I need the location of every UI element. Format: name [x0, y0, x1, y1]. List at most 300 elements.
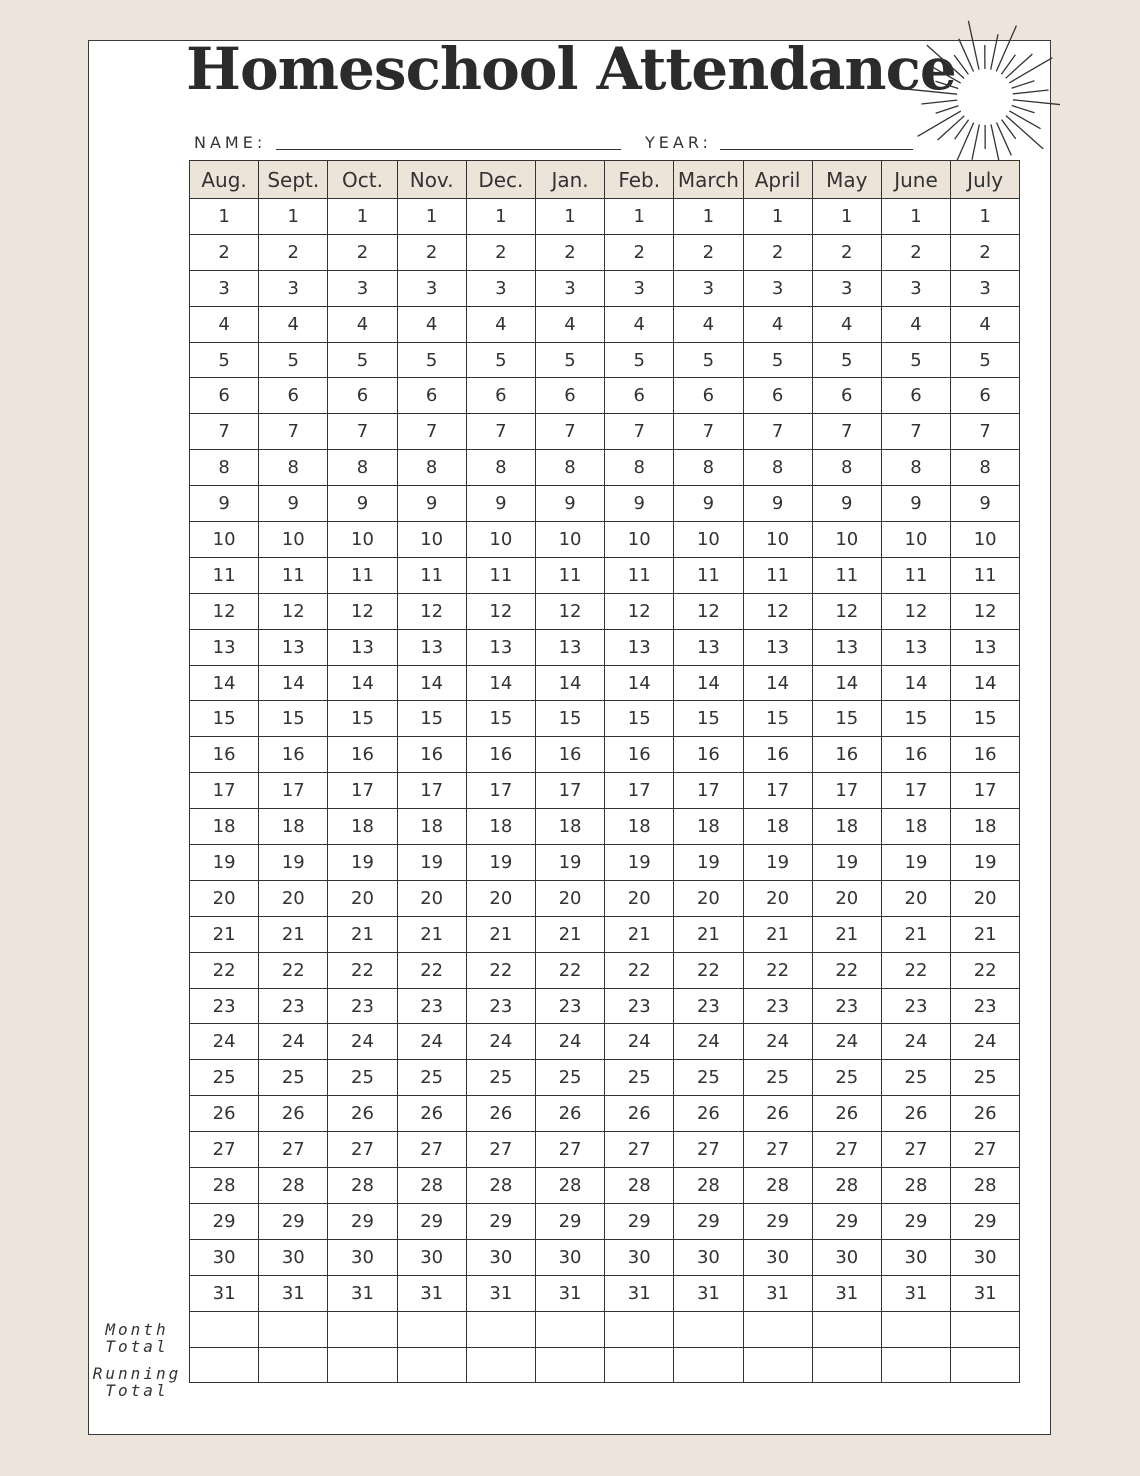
day-cell[interactable]: 14 [743, 665, 812, 701]
day-cell[interactable]: 9 [535, 486, 604, 522]
day-cell[interactable]: 23 [881, 988, 950, 1024]
day-cell[interactable]: 11 [397, 557, 466, 593]
day-cell[interactable]: 21 [881, 916, 950, 952]
day-cell[interactable]: 26 [951, 1096, 1020, 1132]
day-cell[interactable]: 16 [466, 737, 535, 773]
day-cell[interactable]: 29 [812, 1203, 881, 1239]
day-cell[interactable]: 20 [674, 880, 743, 916]
day-cell[interactable]: 14 [812, 665, 881, 701]
day-cell[interactable]: 21 [674, 916, 743, 952]
day-cell[interactable]: 22 [328, 952, 397, 988]
day-cell[interactable]: 23 [812, 988, 881, 1024]
day-cell[interactable]: 1 [743, 199, 812, 235]
day-cell[interactable]: 14 [605, 665, 674, 701]
day-cell[interactable]: 5 [812, 342, 881, 378]
day-cell[interactable]: 24 [743, 1024, 812, 1060]
day-cell[interactable]: 30 [951, 1239, 1020, 1275]
day-cell[interactable]: 17 [951, 773, 1020, 809]
day-cell[interactable]: 22 [674, 952, 743, 988]
day-cell[interactable]: 20 [259, 880, 328, 916]
day-cell[interactable]: 2 [674, 234, 743, 270]
running-total-cell[interactable] [674, 1347, 743, 1383]
day-cell[interactable]: 11 [951, 557, 1020, 593]
day-cell[interactable]: 1 [397, 199, 466, 235]
month-total-cell[interactable] [190, 1311, 259, 1347]
day-cell[interactable]: 6 [881, 378, 950, 414]
day-cell[interactable]: 31 [397, 1275, 466, 1311]
day-cell[interactable]: 19 [605, 845, 674, 881]
year-field[interactable] [720, 149, 913, 150]
day-cell[interactable]: 12 [951, 593, 1020, 629]
running-total-cell[interactable] [605, 1347, 674, 1383]
day-cell[interactable]: 17 [328, 773, 397, 809]
day-cell[interactable]: 12 [190, 593, 259, 629]
day-cell[interactable]: 3 [881, 270, 950, 306]
day-cell[interactable]: 28 [328, 1168, 397, 1204]
day-cell[interactable]: 8 [743, 450, 812, 486]
day-cell[interactable]: 12 [881, 593, 950, 629]
day-cell[interactable]: 30 [328, 1239, 397, 1275]
day-cell[interactable]: 27 [535, 1132, 604, 1168]
day-cell[interactable]: 11 [466, 557, 535, 593]
day-cell[interactable]: 9 [951, 486, 1020, 522]
day-cell[interactable]: 5 [397, 342, 466, 378]
day-cell[interactable]: 25 [881, 1060, 950, 1096]
day-cell[interactable]: 13 [466, 629, 535, 665]
day-cell[interactable]: 15 [535, 701, 604, 737]
month-total-cell[interactable] [743, 1311, 812, 1347]
day-cell[interactable]: 29 [259, 1203, 328, 1239]
day-cell[interactable]: 15 [881, 701, 950, 737]
day-cell[interactable]: 28 [881, 1168, 950, 1204]
day-cell[interactable]: 6 [605, 378, 674, 414]
day-cell[interactable]: 24 [328, 1024, 397, 1060]
day-cell[interactable]: 21 [535, 916, 604, 952]
day-cell[interactable]: 6 [743, 378, 812, 414]
day-cell[interactable]: 24 [605, 1024, 674, 1060]
day-cell[interactable]: 20 [466, 880, 535, 916]
day-cell[interactable]: 17 [881, 773, 950, 809]
day-cell[interactable]: 13 [328, 629, 397, 665]
day-cell[interactable]: 26 [743, 1096, 812, 1132]
day-cell[interactable]: 18 [812, 809, 881, 845]
running-total-cell[interactable] [812, 1347, 881, 1383]
day-cell[interactable]: 6 [951, 378, 1020, 414]
day-cell[interactable]: 19 [951, 845, 1020, 881]
day-cell[interactable]: 14 [190, 665, 259, 701]
day-cell[interactable]: 7 [881, 414, 950, 450]
day-cell[interactable]: 26 [466, 1096, 535, 1132]
day-cell[interactable]: 14 [466, 665, 535, 701]
day-cell[interactable]: 1 [535, 199, 604, 235]
day-cell[interactable]: 23 [397, 988, 466, 1024]
day-cell[interactable]: 3 [812, 270, 881, 306]
day-cell[interactable]: 4 [951, 306, 1020, 342]
day-cell[interactable]: 31 [812, 1275, 881, 1311]
day-cell[interactable]: 7 [190, 414, 259, 450]
day-cell[interactable]: 6 [535, 378, 604, 414]
day-cell[interactable]: 13 [190, 629, 259, 665]
month-total-cell[interactable] [535, 1311, 604, 1347]
day-cell[interactable]: 29 [881, 1203, 950, 1239]
day-cell[interactable]: 25 [535, 1060, 604, 1096]
day-cell[interactable]: 21 [466, 916, 535, 952]
day-cell[interactable]: 24 [190, 1024, 259, 1060]
day-cell[interactable]: 14 [674, 665, 743, 701]
day-cell[interactable]: 18 [674, 809, 743, 845]
day-cell[interactable]: 6 [190, 378, 259, 414]
day-cell[interactable]: 16 [605, 737, 674, 773]
day-cell[interactable]: 2 [951, 234, 1020, 270]
day-cell[interactable]: 31 [881, 1275, 950, 1311]
day-cell[interactable]: 28 [397, 1168, 466, 1204]
day-cell[interactable]: 11 [259, 557, 328, 593]
day-cell[interactable]: 16 [328, 737, 397, 773]
day-cell[interactable]: 15 [674, 701, 743, 737]
day-cell[interactable]: 6 [259, 378, 328, 414]
day-cell[interactable]: 4 [812, 306, 881, 342]
day-cell[interactable]: 18 [328, 809, 397, 845]
day-cell[interactable]: 30 [397, 1239, 466, 1275]
day-cell[interactable]: 8 [328, 450, 397, 486]
day-cell[interactable]: 20 [605, 880, 674, 916]
day-cell[interactable]: 2 [605, 234, 674, 270]
day-cell[interactable]: 27 [190, 1132, 259, 1168]
day-cell[interactable]: 7 [397, 414, 466, 450]
day-cell[interactable]: 3 [259, 270, 328, 306]
day-cell[interactable]: 11 [674, 557, 743, 593]
day-cell[interactable]: 1 [328, 199, 397, 235]
day-cell[interactable]: 12 [674, 593, 743, 629]
day-cell[interactable]: 26 [190, 1096, 259, 1132]
day-cell[interactable]: 5 [190, 342, 259, 378]
month-total-cell[interactable] [881, 1311, 950, 1347]
day-cell[interactable]: 28 [951, 1168, 1020, 1204]
day-cell[interactable]: 16 [535, 737, 604, 773]
day-cell[interactable]: 11 [605, 557, 674, 593]
day-cell[interactable]: 7 [605, 414, 674, 450]
day-cell[interactable]: 27 [328, 1132, 397, 1168]
day-cell[interactable]: 18 [190, 809, 259, 845]
day-cell[interactable]: 6 [812, 378, 881, 414]
day-cell[interactable]: 7 [328, 414, 397, 450]
day-cell[interactable]: 7 [466, 414, 535, 450]
day-cell[interactable]: 3 [951, 270, 1020, 306]
day-cell[interactable]: 12 [743, 593, 812, 629]
day-cell[interactable]: 2 [743, 234, 812, 270]
day-cell[interactable]: 31 [190, 1275, 259, 1311]
day-cell[interactable]: 25 [397, 1060, 466, 1096]
day-cell[interactable]: 31 [743, 1275, 812, 1311]
day-cell[interactable]: 2 [259, 234, 328, 270]
day-cell[interactable]: 18 [881, 809, 950, 845]
day-cell[interactable]: 19 [743, 845, 812, 881]
day-cell[interactable]: 10 [605, 522, 674, 558]
day-cell[interactable]: 16 [397, 737, 466, 773]
day-cell[interactable]: 15 [259, 701, 328, 737]
day-cell[interactable]: 1 [190, 199, 259, 235]
day-cell[interactable]: 27 [466, 1132, 535, 1168]
day-cell[interactable]: 8 [812, 450, 881, 486]
day-cell[interactable]: 4 [190, 306, 259, 342]
day-cell[interactable]: 27 [259, 1132, 328, 1168]
day-cell[interactable]: 20 [743, 880, 812, 916]
day-cell[interactable]: 5 [466, 342, 535, 378]
day-cell[interactable]: 16 [190, 737, 259, 773]
day-cell[interactable]: 15 [743, 701, 812, 737]
day-cell[interactable]: 28 [674, 1168, 743, 1204]
day-cell[interactable]: 8 [535, 450, 604, 486]
day-cell[interactable]: 9 [881, 486, 950, 522]
day-cell[interactable]: 12 [466, 593, 535, 629]
day-cell[interactable]: 15 [328, 701, 397, 737]
day-cell[interactable]: 1 [881, 199, 950, 235]
day-cell[interactable]: 5 [328, 342, 397, 378]
day-cell[interactable]: 24 [881, 1024, 950, 1060]
day-cell[interactable]: 30 [881, 1239, 950, 1275]
day-cell[interactable]: 10 [535, 522, 604, 558]
day-cell[interactable]: 19 [190, 845, 259, 881]
day-cell[interactable]: 20 [397, 880, 466, 916]
day-cell[interactable]: 10 [190, 522, 259, 558]
day-cell[interactable]: 31 [951, 1275, 1020, 1311]
day-cell[interactable]: 17 [397, 773, 466, 809]
day-cell[interactable]: 20 [812, 880, 881, 916]
day-cell[interactable]: 20 [328, 880, 397, 916]
day-cell[interactable]: 12 [605, 593, 674, 629]
day-cell[interactable]: 16 [951, 737, 1020, 773]
day-cell[interactable]: 13 [397, 629, 466, 665]
day-cell[interactable]: 23 [466, 988, 535, 1024]
day-cell[interactable]: 21 [328, 916, 397, 952]
day-cell[interactable]: 28 [812, 1168, 881, 1204]
day-cell[interactable]: 22 [259, 952, 328, 988]
day-cell[interactable]: 10 [674, 522, 743, 558]
day-cell[interactable]: 21 [259, 916, 328, 952]
day-cell[interactable]: 21 [743, 916, 812, 952]
day-cell[interactable]: 23 [328, 988, 397, 1024]
day-cell[interactable]: 14 [259, 665, 328, 701]
day-cell[interactable]: 19 [397, 845, 466, 881]
day-cell[interactable]: 30 [743, 1239, 812, 1275]
day-cell[interactable]: 7 [259, 414, 328, 450]
day-cell[interactable]: 24 [951, 1024, 1020, 1060]
day-cell[interactable]: 8 [259, 450, 328, 486]
day-cell[interactable]: 31 [466, 1275, 535, 1311]
day-cell[interactable]: 9 [674, 486, 743, 522]
day-cell[interactable]: 1 [674, 199, 743, 235]
day-cell[interactable]: 10 [743, 522, 812, 558]
day-cell[interactable]: 4 [328, 306, 397, 342]
day-cell[interactable]: 22 [397, 952, 466, 988]
day-cell[interactable]: 3 [674, 270, 743, 306]
day-cell[interactable]: 25 [951, 1060, 1020, 1096]
day-cell[interactable]: 26 [397, 1096, 466, 1132]
day-cell[interactable]: 10 [328, 522, 397, 558]
day-cell[interactable]: 11 [328, 557, 397, 593]
day-cell[interactable]: 16 [259, 737, 328, 773]
day-cell[interactable]: 4 [674, 306, 743, 342]
day-cell[interactable]: 7 [674, 414, 743, 450]
day-cell[interactable]: 4 [743, 306, 812, 342]
day-cell[interactable]: 27 [743, 1132, 812, 1168]
day-cell[interactable]: 22 [605, 952, 674, 988]
day-cell[interactable]: 27 [605, 1132, 674, 1168]
day-cell[interactable]: 23 [190, 988, 259, 1024]
day-cell[interactable]: 29 [951, 1203, 1020, 1239]
day-cell[interactable]: 8 [190, 450, 259, 486]
day-cell[interactable]: 24 [812, 1024, 881, 1060]
day-cell[interactable]: 23 [674, 988, 743, 1024]
day-cell[interactable]: 13 [259, 629, 328, 665]
day-cell[interactable]: 17 [743, 773, 812, 809]
day-cell[interactable]: 10 [951, 522, 1020, 558]
day-cell[interactable]: 10 [812, 522, 881, 558]
day-cell[interactable]: 2 [190, 234, 259, 270]
day-cell[interactable]: 16 [812, 737, 881, 773]
month-total-cell[interactable] [605, 1311, 674, 1347]
day-cell[interactable]: 1 [466, 199, 535, 235]
day-cell[interactable]: 18 [397, 809, 466, 845]
day-cell[interactable]: 5 [535, 342, 604, 378]
running-total-cell[interactable] [743, 1347, 812, 1383]
day-cell[interactable]: 9 [466, 486, 535, 522]
day-cell[interactable]: 17 [190, 773, 259, 809]
day-cell[interactable]: 15 [812, 701, 881, 737]
day-cell[interactable]: 28 [605, 1168, 674, 1204]
day-cell[interactable]: 24 [674, 1024, 743, 1060]
day-cell[interactable]: 5 [605, 342, 674, 378]
day-cell[interactable]: 20 [951, 880, 1020, 916]
day-cell[interactable]: 24 [535, 1024, 604, 1060]
day-cell[interactable]: 26 [812, 1096, 881, 1132]
day-cell[interactable]: 6 [397, 378, 466, 414]
day-cell[interactable]: 3 [605, 270, 674, 306]
day-cell[interactable]: 3 [397, 270, 466, 306]
running-total-cell[interactable] [466, 1347, 535, 1383]
day-cell[interactable]: 4 [535, 306, 604, 342]
day-cell[interactable]: 1 [605, 199, 674, 235]
day-cell[interactable]: 29 [328, 1203, 397, 1239]
day-cell[interactable]: 29 [743, 1203, 812, 1239]
day-cell[interactable]: 8 [674, 450, 743, 486]
day-cell[interactable]: 15 [466, 701, 535, 737]
day-cell[interactable]: 22 [535, 952, 604, 988]
day-cell[interactable]: 13 [674, 629, 743, 665]
day-cell[interactable]: 2 [466, 234, 535, 270]
day-cell[interactable]: 22 [951, 952, 1020, 988]
day-cell[interactable]: 24 [397, 1024, 466, 1060]
day-cell[interactable]: 22 [466, 952, 535, 988]
day-cell[interactable]: 4 [466, 306, 535, 342]
day-cell[interactable]: 11 [190, 557, 259, 593]
day-cell[interactable]: 30 [605, 1239, 674, 1275]
day-cell[interactable]: 16 [743, 737, 812, 773]
day-cell[interactable]: 5 [951, 342, 1020, 378]
day-cell[interactable]: 17 [674, 773, 743, 809]
day-cell[interactable]: 25 [812, 1060, 881, 1096]
day-cell[interactable]: 29 [535, 1203, 604, 1239]
running-total-cell[interactable] [190, 1347, 259, 1383]
day-cell[interactable]: 30 [466, 1239, 535, 1275]
day-cell[interactable]: 17 [259, 773, 328, 809]
day-cell[interactable]: 30 [674, 1239, 743, 1275]
day-cell[interactable]: 14 [881, 665, 950, 701]
day-cell[interactable]: 7 [951, 414, 1020, 450]
day-cell[interactable]: 4 [881, 306, 950, 342]
day-cell[interactable]: 26 [535, 1096, 604, 1132]
day-cell[interactable]: 9 [259, 486, 328, 522]
day-cell[interactable]: 26 [605, 1096, 674, 1132]
day-cell[interactable]: 19 [259, 845, 328, 881]
day-cell[interactable]: 27 [951, 1132, 1020, 1168]
day-cell[interactable]: 3 [328, 270, 397, 306]
day-cell[interactable]: 12 [397, 593, 466, 629]
day-cell[interactable]: 30 [535, 1239, 604, 1275]
day-cell[interactable]: 18 [535, 809, 604, 845]
day-cell[interactable]: 8 [397, 450, 466, 486]
day-cell[interactable]: 19 [812, 845, 881, 881]
running-total-cell[interactable] [328, 1347, 397, 1383]
day-cell[interactable]: 26 [674, 1096, 743, 1132]
day-cell[interactable]: 20 [881, 880, 950, 916]
day-cell[interactable]: 12 [259, 593, 328, 629]
day-cell[interactable]: 5 [881, 342, 950, 378]
day-cell[interactable]: 11 [743, 557, 812, 593]
day-cell[interactable]: 14 [397, 665, 466, 701]
day-cell[interactable]: 21 [812, 916, 881, 952]
day-cell[interactable]: 23 [535, 988, 604, 1024]
day-cell[interactable]: 19 [674, 845, 743, 881]
running-total-cell[interactable] [951, 1347, 1020, 1383]
day-cell[interactable]: 12 [812, 593, 881, 629]
day-cell[interactable]: 23 [605, 988, 674, 1024]
day-cell[interactable]: 28 [466, 1168, 535, 1204]
month-total-cell[interactable] [466, 1311, 535, 1347]
day-cell[interactable]: 8 [951, 450, 1020, 486]
running-total-cell[interactable] [535, 1347, 604, 1383]
day-cell[interactable]: 2 [881, 234, 950, 270]
day-cell[interactable]: 10 [466, 522, 535, 558]
day-cell[interactable]: 10 [881, 522, 950, 558]
day-cell[interactable]: 22 [881, 952, 950, 988]
day-cell[interactable]: 30 [190, 1239, 259, 1275]
day-cell[interactable]: 19 [881, 845, 950, 881]
day-cell[interactable]: 12 [535, 593, 604, 629]
day-cell[interactable]: 1 [951, 199, 1020, 235]
day-cell[interactable]: 13 [605, 629, 674, 665]
day-cell[interactable]: 3 [466, 270, 535, 306]
name-field[interactable] [276, 149, 621, 150]
day-cell[interactable]: 16 [674, 737, 743, 773]
day-cell[interactable]: 29 [674, 1203, 743, 1239]
day-cell[interactable]: 16 [881, 737, 950, 773]
day-cell[interactable]: 11 [535, 557, 604, 593]
day-cell[interactable]: 5 [743, 342, 812, 378]
day-cell[interactable]: 24 [259, 1024, 328, 1060]
day-cell[interactable]: 25 [259, 1060, 328, 1096]
day-cell[interactable]: 18 [951, 809, 1020, 845]
day-cell[interactable]: 30 [259, 1239, 328, 1275]
day-cell[interactable]: 13 [951, 629, 1020, 665]
day-cell[interactable]: 15 [951, 701, 1020, 737]
day-cell[interactable]: 28 [190, 1168, 259, 1204]
day-cell[interactable]: 19 [535, 845, 604, 881]
day-cell[interactable]: 13 [812, 629, 881, 665]
running-total-cell[interactable] [397, 1347, 466, 1383]
month-total-cell[interactable] [951, 1311, 1020, 1347]
day-cell[interactable]: 28 [259, 1168, 328, 1204]
